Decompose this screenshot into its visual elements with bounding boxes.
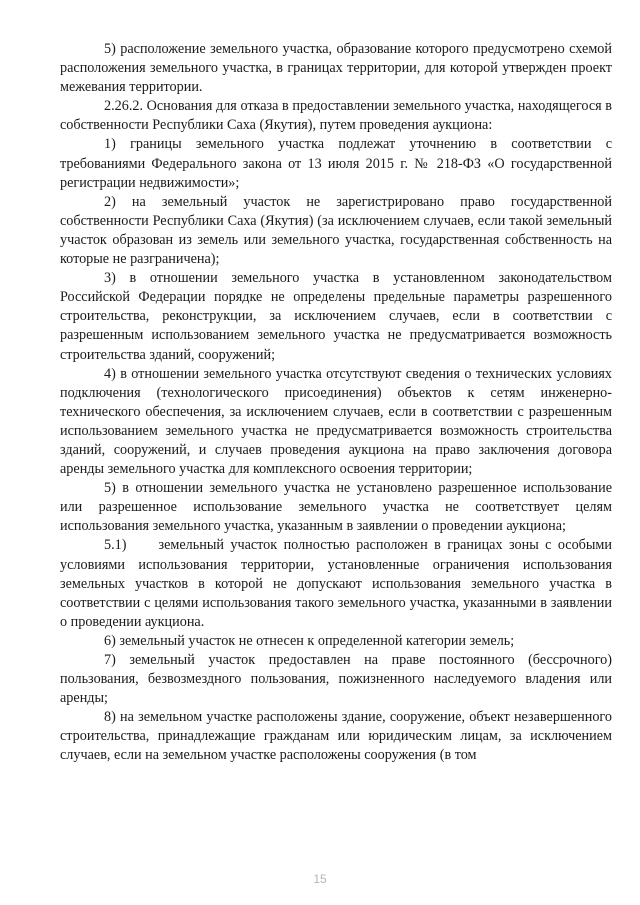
paragraph-item-1: 1) границы земельного участка подлежат уточнению в соответствии с требованиями Федерального закона от 13 июля 2015 г. № 218-ФЗ «О государственной регистрации недвижимости»; xyxy=(60,136,612,191)
document-page xyxy=(60,40,616,766)
paragraph-item-3: 3) в отношении земельного участка в установленном законодательством Российской Федерации порядке не определены предельные параметры разрешенного строительства, реконструкции, за исключением случаев, если в соответствии с разрешенным использованием земельного участка не предусматривается возможность строительства зданий, сооружений; xyxy=(60,270,612,363)
paragraph-item-5-project-boundary: 5) расположение земельного участка, образование которого предусмотрено схемой расположения земельного участка, в границах территории, для которой утвержден проект межевания территории. xyxy=(60,41,612,96)
paragraph-item-7: 7) земельный участок предоставлен на праве постоянного (бессрочного) пользования, безвозмездного пользования, пожизненного наследуемого владения или аренды; xyxy=(60,652,612,707)
paragraph-item-5-1: 5.1) земельный участок полностью расположен в границах зоны с особыми условиями использования территории, установленные ограничения использования земельных участков в которой не допускают использования земельного участка в соответствии с целями использования такого земельного участка, указанными в заявлении о проведении аукциона. xyxy=(60,537,616,630)
paragraph-item-2: 2) на земельный участок не зарегистрировано право государственной собственности Республики Саха (Якутия) (за исключением случаев, если такой земельный участок образован из земель или земельного участка, государственная собственность на которые не разграничена); xyxy=(60,193,612,268)
paragraph-section-2-26-2: 2.26.2. Основания для отказа в предоставлении земельного участка, находящегося в собственности Республики Саха (Якутия), путем проведения аукциона: xyxy=(60,98,612,134)
paragraph-item-5: 5) в отношении земельного участка не установлено разрешенное использование или разрешенное использование земельного участка не соответствует целям использования земельного участка, указанным в заявлении о проведении аукциона; xyxy=(60,480,612,535)
paragraph-item-8: 8) на земельном участке расположены здание, сооружение, объект незавершенного строительства, принадлежащие гражданам или юридическим лицам, за исключением случаев, если на земельном участке расположены сооружения (в том xyxy=(60,709,612,764)
page-number: 15 xyxy=(313,872,327,886)
paragraph-item-6: 6) земельный участок не отнесен к определенной категории земель; xyxy=(104,632,515,649)
paragraph-item-4: 4) в отношении земельного участка отсутствуют сведения о технических условиях подключения (технологического присоединения) объектов к сетям инженерно-технического обеспечения, за исключением случаев, если в соответствии с разрешенным использованием земельного участка не предусматривается возможность строительства зданий, сооружений, и случаев проведения аукциона на право заключения договора аренды земельного участка для комплексного освоения территории; xyxy=(60,365,612,478)
